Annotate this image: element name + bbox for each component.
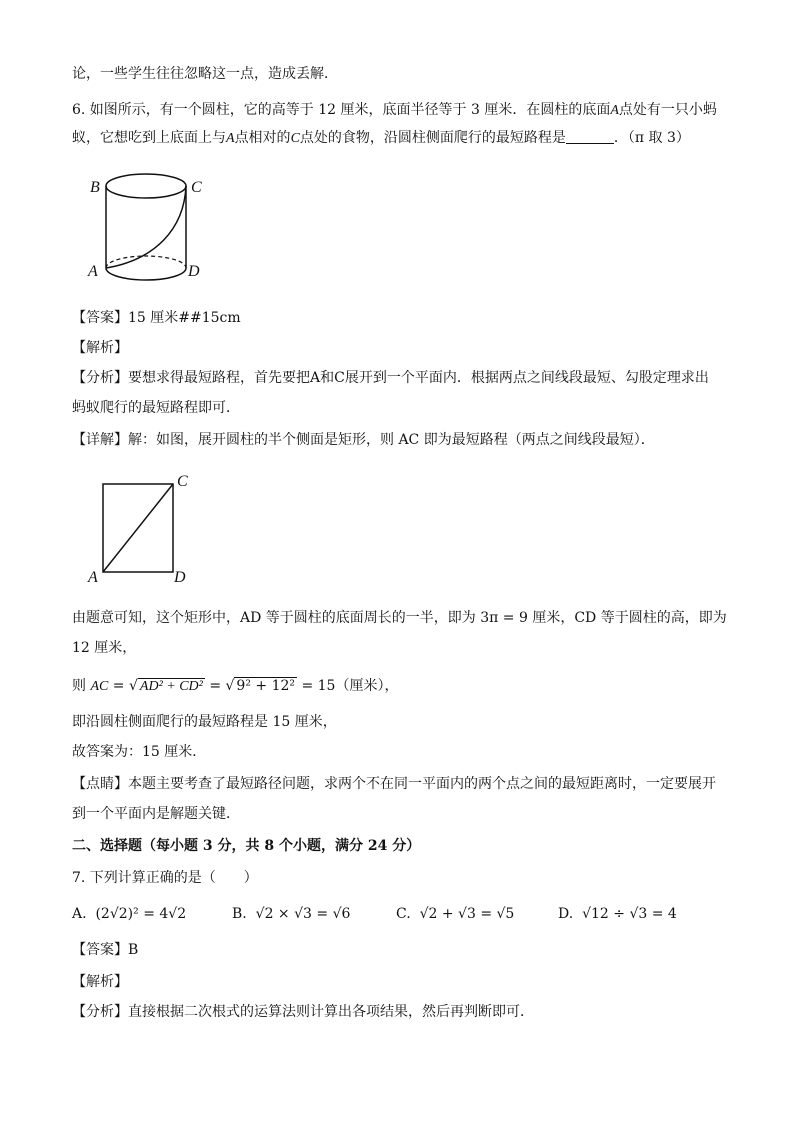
q6-stem-line1 [72,100,717,121]
formula-radicand: AD² + CD² [139,679,203,694]
q7-option-a [72,904,186,924]
q6-stem-part: 点处有一只小蚂 [618,102,717,118]
q6-point-a: A [226,131,235,146]
q7-jiexi: 【解析】 [72,974,128,990]
q6-stem-part: 蚁，它想吃到上底面上与 [72,130,226,146]
detail-text: 解：如图，展开圆柱的半个侧面是矩形，则 AC 即为最短路程（两点之间线段最短）． [128,432,655,448]
q6-answer [72,308,241,328]
q6-stem-part: 6. 如图所示，有一个圆柱，它的高等于 12 厘米，底面半径等于 3 厘米．在圆柱的底面 [72,102,611,118]
formula-result: = 15（厘米）， [301,678,399,694]
answer-value: B [128,942,139,958]
q6-detail-line1 [72,430,655,450]
analysis-text: 要想求得最短路程，首先要把A和C展开到一个平面内．根据两点之间线段最短、勾股定理求出 [128,370,709,386]
answer-value: 15 厘米##15cm [128,310,241,326]
q6-conclusion-line2: 故答案为：15 厘米． [72,744,207,760]
option-expression: (2√2)² = 4√2 [95,906,187,922]
option-expression: √2 × √3 = √6 [255,906,351,922]
q7-option-d [558,904,677,924]
q7-analysis [72,1002,534,1022]
q6-formula: 则 AC = √ AD² + CD² = √ 9² + 12² = 15（厘米）， [72,678,399,694]
answer-blank [566,129,614,144]
q6-stem-part: ．（π 取 3） [613,130,690,146]
option-letter: D. [558,906,574,922]
intro-text: 论，一些学生往往忽略这一点，造成丢解． [72,66,338,82]
section-title: 二、选择题（每小题 3 分，共 8 个小题，满分 24 分） [72,838,421,854]
q6-point-c: C [290,131,300,146]
detail-tag: 【详解】 [72,432,128,448]
q6-point-a: A [610,103,619,118]
q6-analysis-line1 [72,368,709,388]
q7-option-c [396,904,514,924]
q6-comment-line2: 到一个平面内是解题关键． [72,806,240,822]
q6-stem-part: 点处的食物，沿圆柱侧面爬行的最短路程是 [299,130,566,146]
formula-prefix: 则 [72,678,86,694]
label-a: A [88,569,98,586]
option-letter: A. [72,906,87,922]
formula-ac: AC [90,679,109,694]
q7-stem: 7. 下列计算正确的是（ ） [72,870,258,886]
option-expression: √2 + √3 = √5 [419,906,515,922]
q6-analysis-line2: 蚂蚁爬行的最短路程即可． [72,400,240,416]
label-d: D [174,569,186,586]
q6-jiexi: 【解析】 [72,340,128,356]
q6-stem-line2 [72,128,690,149]
label-d: D [188,263,200,280]
q6-conclusion-line1: 即沿圆柱侧面爬行的最短路程是 15 厘米， [72,714,337,730]
formula-equals: = [112,678,125,694]
q7-answer [72,940,138,960]
q7-option-b [232,904,350,924]
option-expression: √12 ÷ √3 = 4 [582,906,677,922]
comment-text: 本题主要考查了最短路径问题，求两个不在同一平面内的两个点之间的最短距离时，一定要展开 [128,776,716,792]
option-letter: B. [232,906,247,922]
q6-explain-line1: 由题意可知，这个矩形中，AD 等于圆柱的底面周长的一半，即为 3π = 9 厘米，CD 等于圆柱的高，即为 [72,610,727,626]
analysis-tag: 【分析】 [72,370,128,386]
option-letter: C. [396,906,411,922]
answer-tag: 【答案】 [72,942,128,958]
rectangle-figure [86,470,216,590]
cylinder-figure [84,170,224,290]
formula-radicand: 9² + 12² [236,678,295,694]
label-b: B [90,179,100,196]
analysis-text: 直接根据二次根式的运算法则计算出各项结果，然后再判断即可． [128,1004,534,1020]
answer-tag: 【答案】 [72,310,128,326]
analysis-tag: 【分析】 [72,1004,128,1020]
label-c: C [177,473,188,490]
formula-equals: = [209,678,222,694]
comment-tag: 【点睛】 [72,776,128,792]
q6-explain-line2: 12 厘米， [72,640,137,656]
label-a: A [88,263,98,280]
label-c: C [191,179,202,196]
q6-stem-part: 点相对的 [234,130,291,146]
q6-comment-line1 [72,774,716,794]
